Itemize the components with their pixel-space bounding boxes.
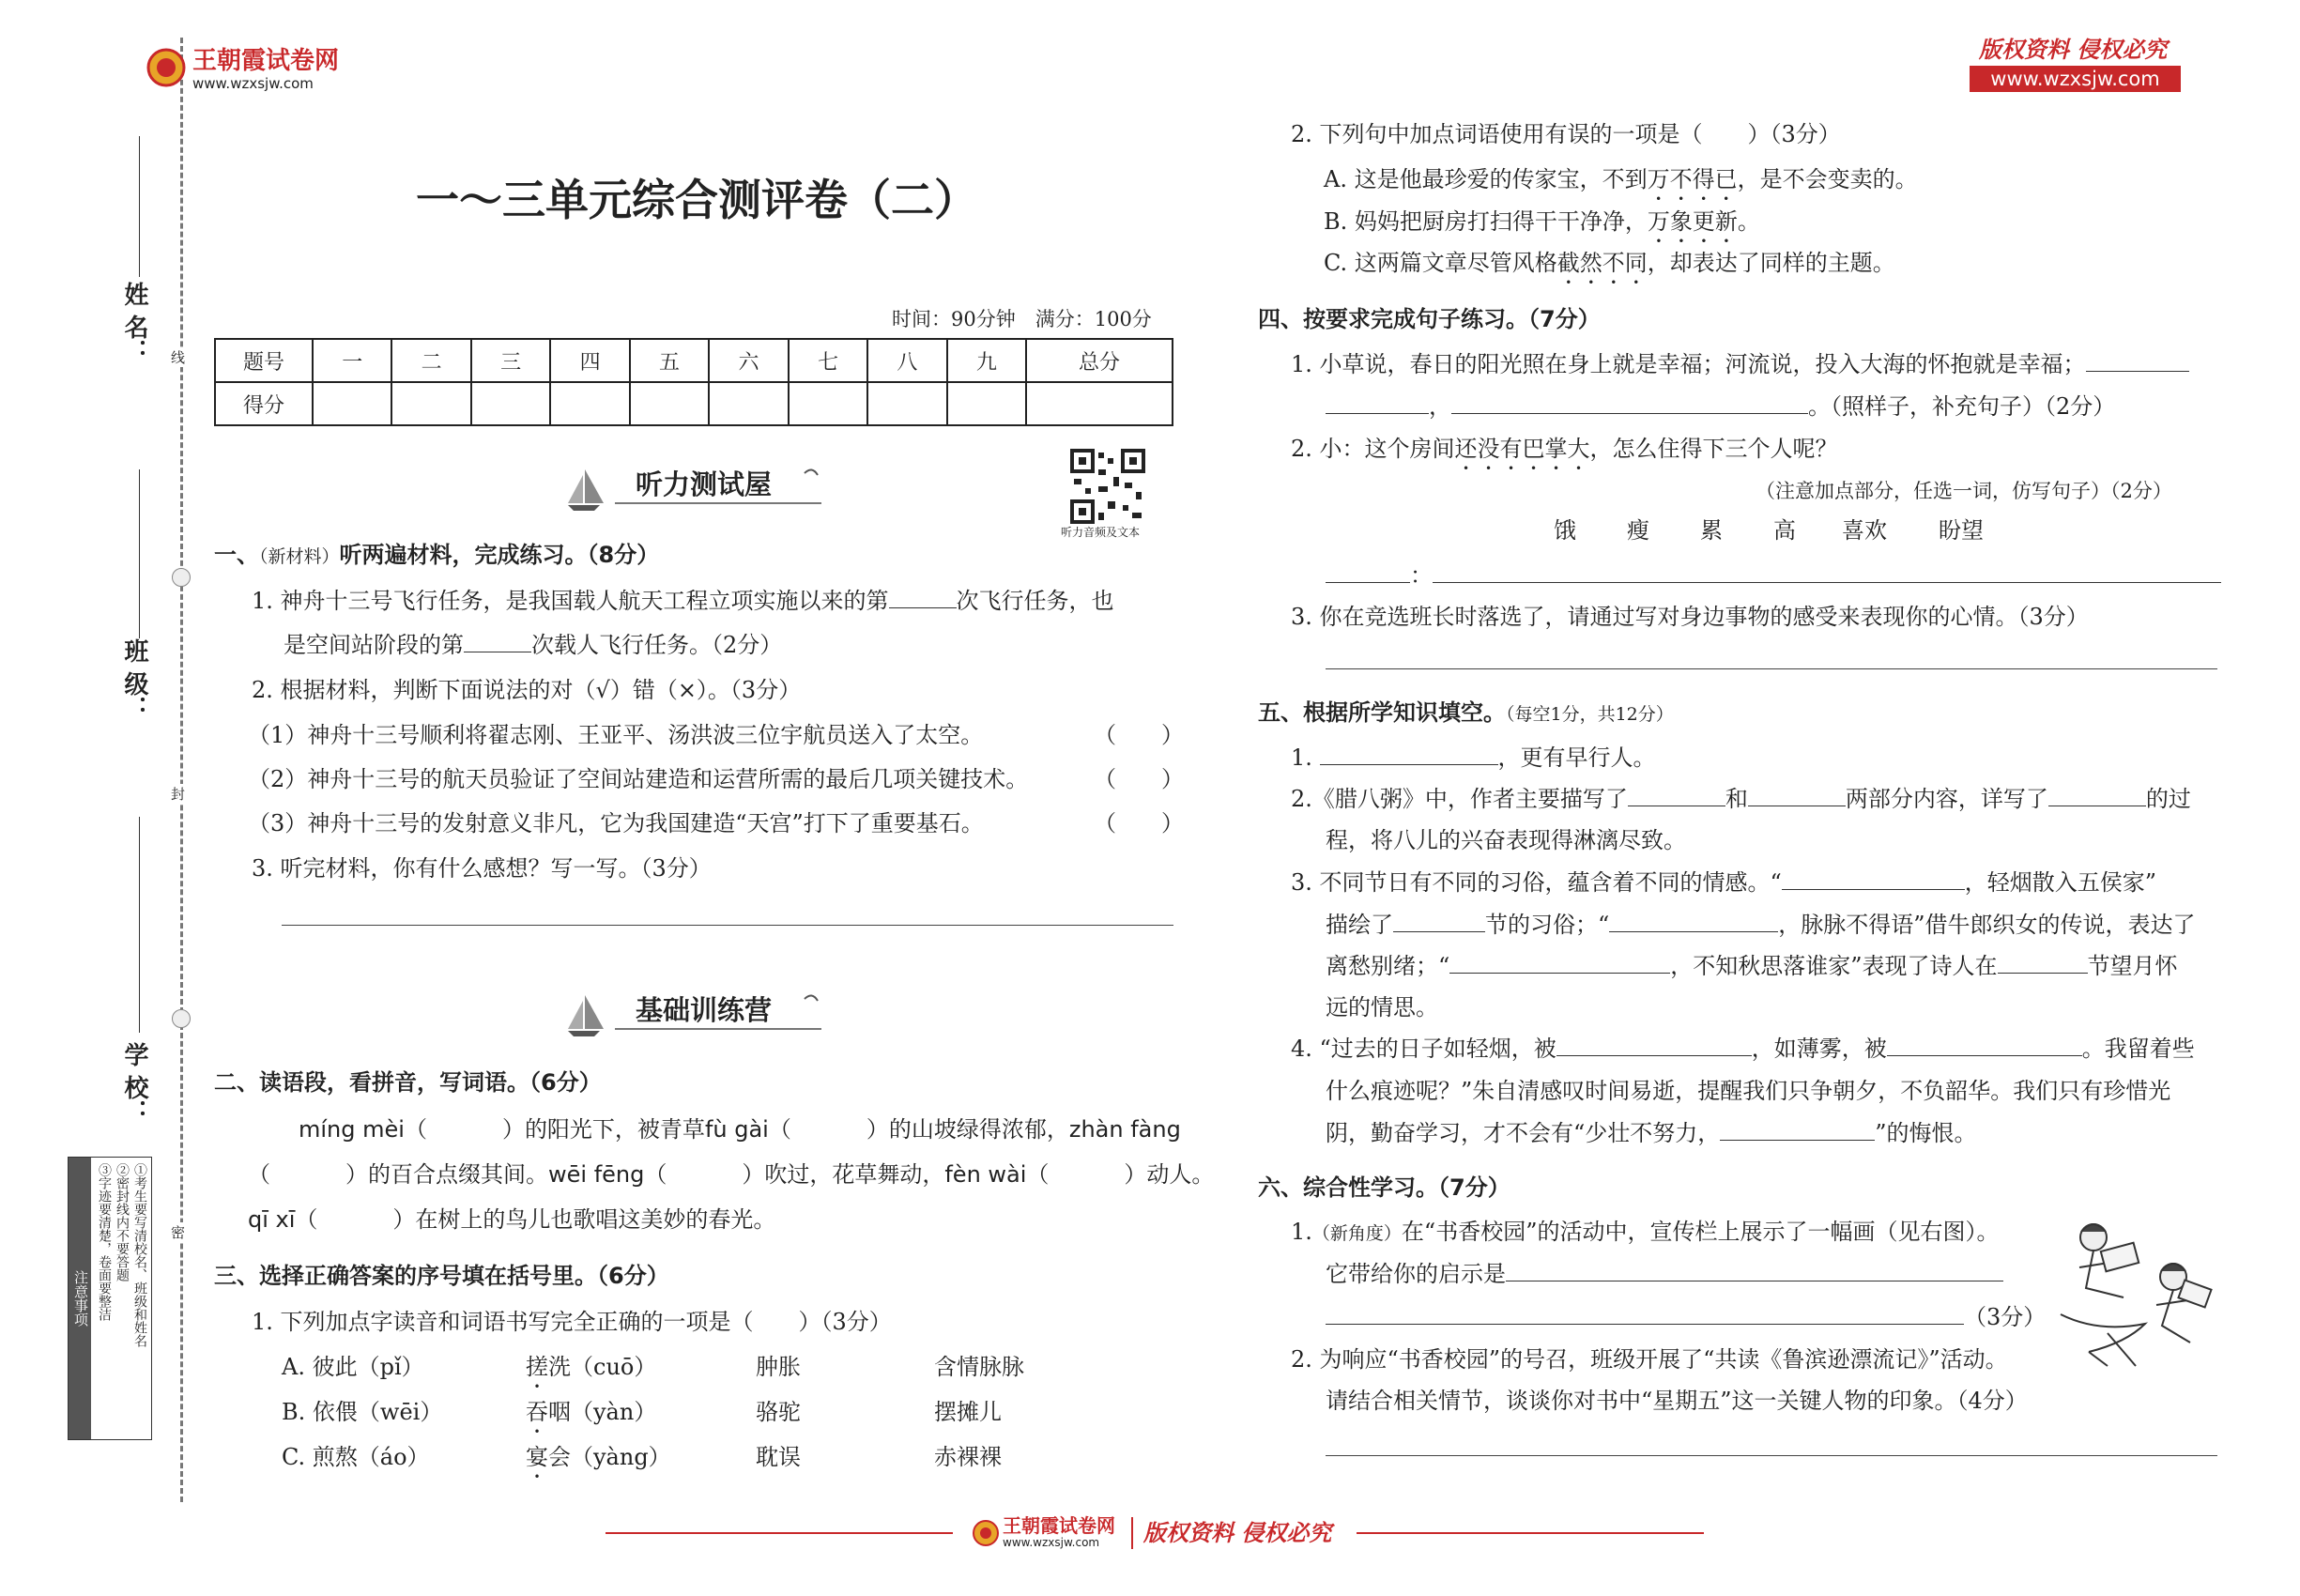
q2-text: 的百合点缀其间。 — [368, 1161, 548, 1188]
q5-text: ，轻烟散入五侯家” — [1964, 869, 2157, 896]
option-word: 咽（yàn） — [548, 1399, 657, 1425]
q2-line2: （ ）的百合点缀其间。wēi fēng（ ）吹过，花草舞动，fèn wài（ ）动人。 — [248, 1161, 1215, 1188]
score-cell[interactable] — [471, 382, 550, 425]
q5-text: 3. 不同节日有不同的习俗，蕴含着不同的情感。“ — [1291, 869, 1782, 896]
section-title-listen: 听力测试屋 — [636, 468, 773, 500]
q5-text: 节望月怀 — [2087, 953, 2178, 979]
answer-blank[interactable] — [1326, 392, 1429, 414]
option-word: 赤裸裸 — [934, 1444, 1002, 1470]
school-line — [139, 817, 140, 1033]
punct: ， — [1429, 393, 1451, 420]
word-option[interactable]: 瘦 — [1627, 517, 1649, 544]
word-option[interactable]: 盼望 — [1939, 517, 1984, 544]
q5-s3-line3 — [1326, 952, 2178, 980]
q1-s1-text: 1. 神舟十三号飞行任务，是我国载人航天工程立项实施以来的第 — [252, 588, 889, 614]
q3-s2-option-b — [1324, 207, 1760, 248]
word-option[interactable]: 累 — [1700, 517, 1723, 544]
score-table-header — [215, 339, 1173, 382]
option-word: 摆摊儿 — [934, 1399, 1002, 1425]
q6-s1 — [1291, 1218, 1999, 1248]
notice-title: 注意事项 — [69, 1158, 91, 1439]
writing-line[interactable] — [1326, 1455, 2217, 1456]
q4-s2-note: （注意加点部分，任选一词，仿写句子）（2分） — [1756, 480, 2172, 502]
q5-text: 4. “过去的日子如轻烟，被 — [1291, 1036, 1556, 1062]
option-text: B. 妈妈把厨房打扫得干干净净， — [1324, 208, 1648, 235]
table-cell: 得分 — [215, 382, 313, 425]
option-word: 此（pǐ） — [334, 1354, 424, 1380]
table-cell: 总分 — [1026, 339, 1173, 382]
footer-divider — [1131, 1517, 1133, 1549]
q4-s3: 3. 你在竞选班长时落选了，请通过写对身边事物的感受来表现你的心情。（3分） — [1291, 604, 2089, 630]
dotted-word: 还没有巴掌大 — [1454, 436, 1590, 462]
q1-s1-text: 是空间站阶段的第 — [284, 632, 464, 658]
option-label: B. 依 — [282, 1399, 335, 1425]
answer-blank[interactable] — [2086, 350, 2189, 372]
option-word: 耽误 — [756, 1444, 801, 1470]
q5-text: ，脉脉不得语”借牛郎织女的传说，表达了 — [1778, 912, 2196, 938]
word-option[interactable]: 饿 — [1554, 517, 1576, 544]
q4-word-choice[interactable] — [1939, 516, 1984, 545]
answer-blank[interactable] — [1887, 1035, 2082, 1056]
q6-s1-line2 — [1326, 1260, 2003, 1288]
option-text: C. 这两篇文章尽管风格 — [1324, 250, 1557, 276]
answer-blank[interactable] — [464, 631, 531, 652]
option-word: 会（yàng） — [548, 1444, 671, 1470]
q4-s2-answer — [1326, 561, 2221, 590]
q4-word-choice[interactable] — [1773, 516, 1796, 545]
school-label: 学 校： — [120, 1042, 148, 1125]
table-cell: 一 — [313, 339, 391, 382]
binding-hole-2 — [172, 1009, 191, 1028]
table-cell: 八 — [867, 339, 946, 382]
score-table-row — [215, 382, 1173, 425]
score-cell[interactable] — [1026, 382, 1173, 425]
section-title-basic: 基础训练营 — [636, 994, 773, 1026]
q6-heading: 六、综合性学习。（7分） — [1258, 1174, 1510, 1201]
footer-logo — [972, 1519, 1000, 1551]
score-cell[interactable] — [867, 382, 946, 425]
q5-text: 两部分内容，详写了 — [1845, 786, 2048, 812]
q6-text: 它带给你的启示是 — [1326, 1261, 1506, 1287]
q4-word-choice[interactable] — [1554, 516, 1576, 545]
footer-brand-url: www.wzxsjw.com — [1003, 1536, 1100, 1549]
judge-paren[interactable]: （ ） — [1094, 766, 1184, 792]
seal-logo-icon — [972, 1519, 1000, 1547]
score-cell[interactable] — [789, 382, 867, 425]
page-title: 一～三单元综合测评卷（二） — [416, 175, 977, 225]
header-url-banner: www.wzxsjw.com — [1970, 66, 2181, 92]
footer-copyright: 版权资料 侵权必究 — [1143, 1519, 1332, 1546]
q1-judge-3: （3）神舟十三号的发射意义非凡，它为我国建造“天宫”打下了重要基石。 — [248, 810, 984, 836]
q4-s1 — [1291, 350, 2189, 378]
table-cell: 六 — [709, 339, 788, 382]
exam-meta: 时间：90分钟 满分：100分 — [892, 308, 1152, 330]
answer-blank[interactable] — [2048, 785, 2146, 806]
dotted-word: 万不得已 — [1647, 166, 1738, 192]
answer-blank[interactable] — [1326, 1303, 1964, 1325]
q5-note: （每空1分，共12分） — [1506, 704, 1674, 725]
answer-blank[interactable] — [1782, 868, 1965, 890]
table-cell: 三 — [471, 339, 550, 382]
q1-s1-line1 — [252, 587, 1114, 615]
answer-blank[interactable] — [1449, 952, 1670, 974]
q4-s2-text: 2. 小：这个房间 — [1291, 436, 1455, 462]
option-label: C. 煎 — [282, 1444, 335, 1470]
q3-s2: 2. 下列句中加点词语使用有误的一项是（ ）（3分） — [1291, 121, 1841, 147]
q3-s1: 1. 下列加点字读音和词语书写完全正确的一项是（ ）（3分） — [252, 1309, 892, 1335]
q5-text: 离愁别绪；“ — [1326, 953, 1450, 979]
q3-s2-option-c — [1324, 249, 1895, 289]
q6-s2-line2: 请结合相关情节，谈谈你对书中“星期五”这一关键人物的印象。（4分） — [1326, 1388, 2028, 1414]
q2-text: 的山坡绿得浓郁， — [888, 1116, 1069, 1143]
class-label: 班 级： — [120, 638, 148, 721]
answer-blank[interactable] — [1433, 561, 2221, 583]
q1-heading — [214, 541, 659, 571]
notice-item: ①考生要写清校名、班级和姓名 — [132, 1163, 147, 1347]
punct: ： — [1410, 562, 1433, 589]
table-cell: 二 — [391, 339, 470, 382]
notice-box — [68, 1157, 152, 1440]
q5-text: ，如薄雾，被 — [1751, 1036, 1887, 1062]
qr-code[interactable] — [1070, 449, 1145, 528]
answer-blank[interactable] — [1748, 785, 1846, 806]
copyright-notice: 版权资料 侵权必究 — [1979, 36, 2168, 63]
q5-s1-text: ，更有早行人。 — [1497, 744, 1656, 771]
dotted-char: 吞 — [526, 1399, 548, 1425]
table-cell: 五 — [630, 339, 709, 382]
q3-option-c — [282, 1443, 430, 1471]
q5-heading — [1258, 698, 1674, 729]
q3-option-c-word2 — [526, 1443, 671, 1483]
q5-s3 — [1291, 868, 2156, 897]
name-line — [139, 136, 140, 277]
q6-score: （3分） — [1964, 1304, 2047, 1330]
q4-s1-line2 — [1326, 392, 2115, 421]
pinyin: wēi fēng — [548, 1161, 645, 1188]
score-cell[interactable] — [947, 382, 1026, 425]
option-word: 肿胀 — [756, 1354, 801, 1380]
judge-paren[interactable]: （ ） — [1094, 810, 1184, 836]
q6-s1-line3 — [1326, 1303, 2046, 1331]
q5-s1 — [1291, 744, 1656, 772]
option-label: A. 彼 — [282, 1354, 335, 1380]
table-cell: 四 — [550, 339, 629, 382]
q1-s1-text: 次飞行任务，也 — [956, 588, 1114, 614]
q3-option-a — [282, 1353, 424, 1381]
option-word: 偎（wēi） — [334, 1399, 443, 1425]
brand-logo — [146, 47, 187, 92]
option-text: A. 这是他最珍爱的传家宝，不到 — [1324, 166, 1648, 192]
answer-blank[interactable] — [1609, 911, 1778, 932]
answer-blank[interactable] — [1998, 952, 2088, 974]
answer-blank[interactable] — [1628, 785, 1725, 806]
score-cell[interactable] — [709, 382, 788, 425]
notice-item: ②密封线内不要答题 — [115, 1163, 130, 1281]
q3-option-a-word2 — [526, 1353, 656, 1393]
q4-word-choice[interactable] — [1842, 516, 1887, 545]
score-cell[interactable] — [550, 382, 629, 425]
word-option[interactable]: 喜欢 — [1842, 517, 1887, 544]
q5-text: 和 — [1725, 786, 1748, 812]
q5-text: 。我留着些 — [2081, 1036, 2195, 1062]
pinyin: míng mèi — [299, 1116, 405, 1143]
q5-text: 节的习俗；“ — [1485, 912, 1610, 938]
q5-s2-line2: 程，将八儿的兴奋表现得淋漓尽致。 — [1326, 827, 1686, 853]
q5-s2 — [1291, 785, 2191, 813]
dotted-word: 万象更新 — [1647, 208, 1738, 235]
q2-text: 吹过，花草舞动， — [764, 1161, 945, 1188]
dotted-char: 搓 — [526, 1354, 548, 1380]
answer-blank[interactable] — [1451, 392, 1808, 414]
seal-char-feng: 封 — [171, 786, 186, 803]
reading-illustration — [2051, 1211, 2216, 1374]
q5-head: 五、根据所学知识填空。 — [1258, 699, 1506, 726]
q2-text: 动人。 — [1146, 1161, 1215, 1188]
answer-blank[interactable] — [1393, 911, 1485, 932]
qr-code-icon — [1070, 449, 1145, 524]
notice-item: ③字迹要清楚，卷面要整洁 — [97, 1163, 112, 1321]
q5-s4-line2: 什么痕迹呢？”朱自清感叹时间易逝，提醒我们只争朝夕，不负韶华。我们只有珍惜光 — [1326, 1078, 2171, 1104]
q5-text: 的过 — [2145, 786, 2191, 812]
dotted-word: 截然不同 — [1556, 250, 1648, 276]
q3-heading: 三、选择正确答案的序号填在括号里。（6分） — [214, 1263, 669, 1289]
q1-judge-2: （2）神舟十三号的航天员验证了空间站建造和运营所需的最后几项关键技术。 — [248, 766, 1029, 792]
q3-s2-option-a — [1324, 165, 1918, 206]
q2-line3: qī xī（ ）在树上的鸟儿也歌唱这美妙的春光。 — [248, 1206, 776, 1233]
q1-number: 一、 — [214, 542, 259, 568]
q1-judge-1: （1）神舟十三号顺利将翟志刚、王亚平、汤洪波三位宇航员送入了太空。 — [248, 722, 984, 748]
footer-rule-right — [1357, 1532, 1704, 1534]
pinyin: zhàn fàng — [1068, 1116, 1181, 1143]
q5-s4 — [1291, 1035, 2195, 1063]
q4-word-choice[interactable] — [1700, 516, 1723, 545]
seal-char-xian: 线 — [171, 349, 186, 366]
option-text: ，是不会变卖的。 — [1737, 166, 1918, 192]
option-word: 洗（cuō） — [548, 1354, 657, 1380]
option-text: 。 — [1737, 208, 1760, 235]
q2-text: 在树上的鸟儿也歌唱这美妙的春光。 — [415, 1206, 776, 1233]
q5-num: 1. — [1291, 744, 1312, 771]
pinyin: fù gài — [704, 1116, 769, 1143]
q1-s1-line2 — [284, 631, 782, 659]
q6-s2: 2. 为响应“书香校园”的号召，班级开展了“共读《鲁滨逊漂流记》”活动。 — [1291, 1346, 2008, 1373]
judge-paren[interactable]: （ ） — [1094, 722, 1184, 748]
q1-tag: （新材料） — [259, 546, 340, 567]
answer-blank[interactable] — [1506, 1260, 2003, 1281]
score-cell[interactable] — [630, 382, 709, 425]
answer-blank[interactable] — [1720, 1119, 1875, 1141]
q6-text: 在“书香校园”的活动中，宣传栏上展示了一幅画（见右图）。 — [1401, 1219, 2000, 1245]
q5-text: 阴，勤奋学习，才不会有“少壮不努力， — [1326, 1120, 1721, 1146]
q5-text: ”的悔恨。 — [1875, 1120, 1977, 1146]
answer-blank[interactable] — [1320, 744, 1498, 765]
q6-tag: （新角度） — [1311, 1223, 1402, 1244]
q5-s3-line4: 远的情思。 — [1326, 994, 1438, 1021]
q4-s1-text: 1. 小草说，春日的阳光照在身上就是幸福；河流说，投入大海的怀抱就是幸福； — [1291, 351, 2086, 377]
kids-on-books-icon — [2051, 1211, 2216, 1371]
score-cell[interactable] — [391, 382, 470, 425]
option-word: 熬（áo） — [334, 1444, 430, 1470]
option-text: ，却表达了同样的主题。 — [1647, 250, 1895, 276]
table-cell: 七 — [789, 339, 867, 382]
seal-logo-icon — [146, 47, 187, 88]
name-label: 姓 名： — [120, 282, 148, 364]
q1-s1-text: 次载人飞行任务。（2分） — [531, 632, 783, 658]
q1-s2: 2. 根据材料，判断下面说法的对（√）错（×）。（3分） — [252, 677, 802, 703]
q5-text: 描绘了 — [1326, 912, 1393, 938]
option-word: 含情脉脉 — [934, 1354, 1024, 1380]
q3-option-b — [282, 1398, 442, 1426]
qr-caption: 听力音频及文本 — [1061, 526, 1141, 539]
q6-num: 1. — [1291, 1219, 1312, 1245]
q3-option-b-word2 — [526, 1398, 656, 1438]
q1-s3: 3. 听完材料，你有什么感想？写一写。（3分） — [252, 855, 712, 882]
q5-text: ，不知秋思落谁家”表现了诗人在 — [1670, 953, 1998, 979]
q5-s3-line2 — [1326, 911, 2196, 939]
q2-heading: 二、读语段，看拼音，写词语。（6分） — [214, 1069, 602, 1096]
answer-blank[interactable] — [889, 587, 957, 608]
writing-line[interactable] — [282, 925, 1173, 926]
q4-s2 — [1291, 435, 1838, 475]
notice-items — [95, 1163, 148, 1435]
word-option[interactable]: 高 — [1773, 517, 1796, 544]
q4-heading: 四、按要求完成句子练习。（7分） — [1258, 306, 1601, 332]
q1-head: 听两遍材料，完成练习。（8分） — [339, 542, 660, 568]
q4-word-choice[interactable] — [1627, 516, 1649, 545]
table-cell: 题号 — [215, 339, 313, 382]
q4-s2-text: ，怎么住得下三个人呢？ — [1589, 436, 1838, 462]
answer-blank[interactable] — [1556, 1035, 1752, 1056]
brand-name: 王朝霞试卷网 — [192, 47, 340, 75]
pinyin: qī xī — [248, 1206, 296, 1233]
footer-rule-left — [606, 1532, 953, 1534]
option-word: 骆驼 — [756, 1399, 801, 1425]
q5-text: 2.《腊八粥》中，作者主要描写了 — [1291, 786, 1628, 812]
writing-line[interactable] — [1326, 668, 2217, 669]
brand-url: www.wzxsjw.com — [192, 75, 314, 92]
binding-hole-1 — [172, 568, 191, 587]
q4-s1-note: 。（照样子，补充句子）（2分） — [1808, 393, 2116, 420]
answer-blank[interactable] — [1326, 561, 1410, 583]
seal-char-mi: 密 — [171, 1224, 186, 1241]
score-cell[interactable] — [313, 382, 391, 425]
binding-dashed-line — [180, 38, 183, 1502]
q5-s4-line3 — [1326, 1119, 1977, 1147]
q2-text: 的阳光下，被青草 — [524, 1116, 705, 1143]
dotted-char: 宴 — [526, 1444, 548, 1470]
table-cell: 九 — [947, 339, 1026, 382]
pinyin: fèn wài — [944, 1161, 1027, 1188]
footer-brand-name: 王朝霞试卷网 — [1003, 1514, 1115, 1537]
class-line — [139, 469, 140, 638]
q2-line1: míng mèi（ ）的阳光下，被青草fù gài（ ）的山坡绿得浓郁，zhàn fàng — [299, 1116, 1181, 1143]
score-table — [214, 338, 1173, 426]
